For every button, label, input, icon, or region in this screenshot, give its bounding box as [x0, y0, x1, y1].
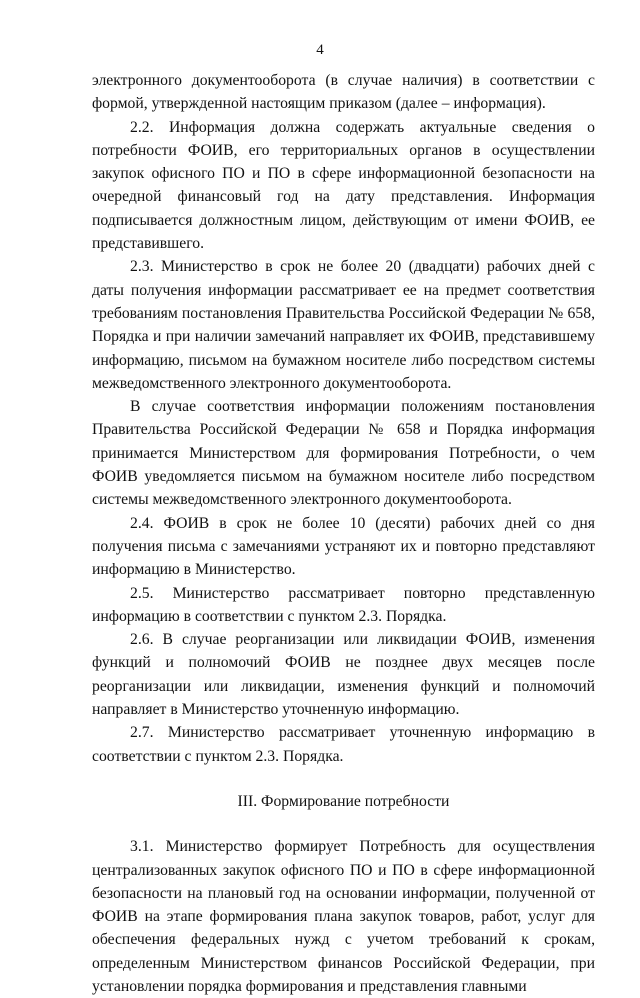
paragraph-2-5: 2.5. Министерство рассматривает повторно представленную информацию в соответствии с пунктом 2.3. Порядка.	[92, 584, 595, 625]
paragraph-2-3: 2.3. Министерство в срок не более 20 (двадцати) рабочих дней с даты получения информации рассматривает ее на предмет соответствия требованиям постановления Правительства Российской Федерации № 658, Порядка и при наличии замечаний направляет их ФОИВ, представившему информацию, письмом на бумажном носителе либо посредством системы межведомственного электронного документооборота.	[92, 258, 595, 392]
paragraph-2-7: 2.7. Министерство рассматривает уточненную информацию в соответствии с пунктом 2.3. Порядка.	[92, 724, 595, 765]
page-number: 4	[316, 42, 324, 58]
section-heading: III. Формирование потребности	[237, 792, 450, 810]
paragraph-2-2: 2.2. Информация должна содержать актуальные сведения о потребности ФОИВ, его территориальных органов в осуществлении закупок офисного ПО и ПО в сфере информационной безопасности на очередной финансовый год на дату представления. Информация подписывается должностным лицом, действующим от имени ФОИВ, ее представившего.	[92, 118, 595, 253]
paragraph-2-3-compliance: В случае соответствия информации положениям постановления Правительства Российской Федерации № 658 и Порядка информация принимается Министерством для формирования Потребности, о чем ФОИВ уведомляется письмом на бумажном носителе либо посредством системы межведомственного электронного документооборота.	[92, 398, 595, 509]
paragraph-2-4: 2.4. ФОИВ в срок не более 10 (десяти) рабочих дней со дня получения письма с замечаниями устраняют их и повторно представляют информацию в Министерство.	[92, 514, 595, 579]
paragraph-continuation: электронного документооборота (в случае наличия) в соответствии с формой, утвержденной настоящим приказом (далее – информация).	[92, 72, 595, 113]
paragraph-2-6: 2.6. В случае реорганизации или ликвидации ФОИВ, изменения функций и полномочий ФОИВ не позднее двух месяцев после реорганизации или ликвидации, изменения функций и полномочий направляет в Министерство уточненную информацию.	[92, 631, 595, 719]
document-body	[92, 69, 595, 998]
paragraph-3-1: 3.1. Министерство формирует Потребность для осуществления централизованных закупок офисного ПО и ПО в сфере информационной безопасности на плановый год на основании информации, полученной от ФОИВ на этапе формирования плана закупок товаров, работ, услуг для обеспечения федеральных нужд с учетом требований к срокам, определенным Министерством финансов Российской Федерации, при установлении порядка формирования и представления главными	[92, 838, 595, 995]
